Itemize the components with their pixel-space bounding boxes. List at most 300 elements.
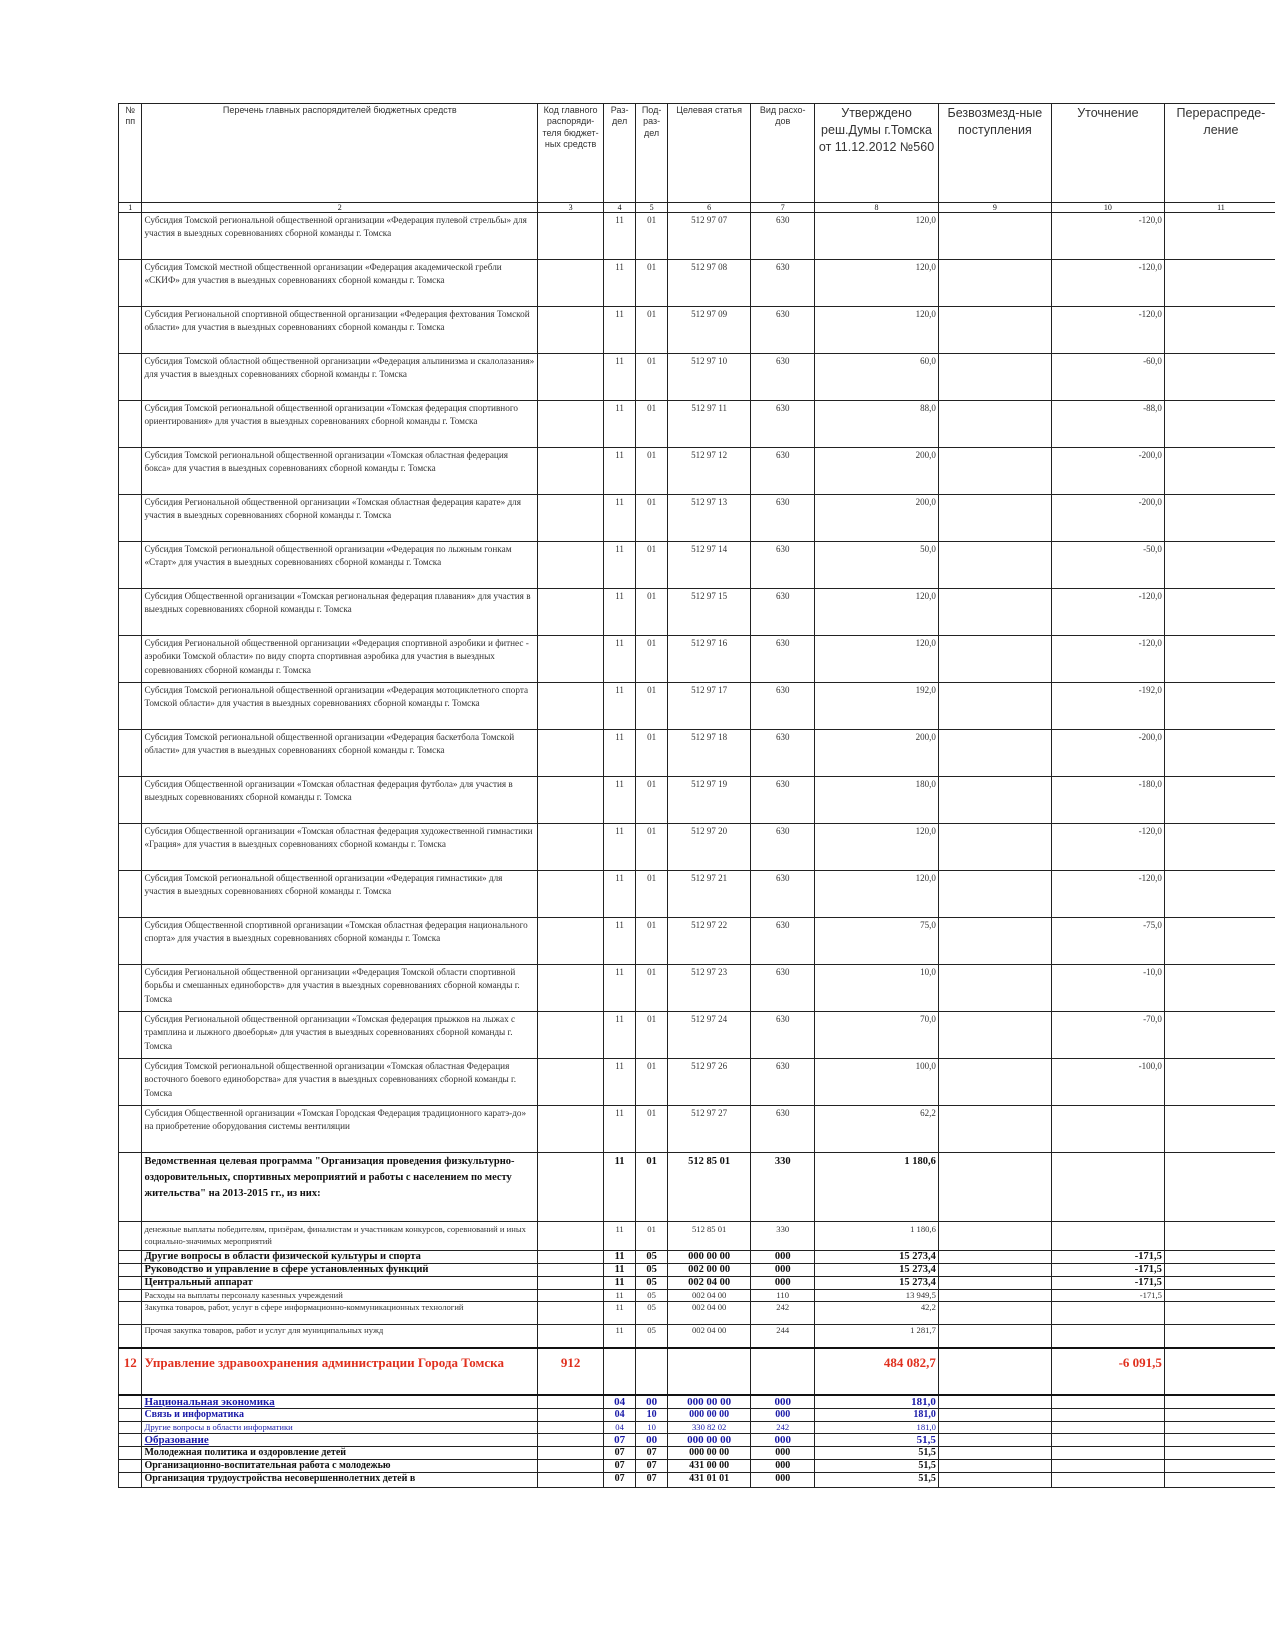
row-vid: 630 bbox=[751, 730, 815, 777]
row-grants bbox=[938, 260, 1051, 307]
row-code bbox=[538, 1153, 604, 1222]
header-vid: Вид расхо-дов bbox=[751, 104, 815, 203]
row-clarification: -120,0 bbox=[1051, 589, 1164, 636]
row-code bbox=[538, 636, 604, 683]
row-podrazdel: 01 bbox=[636, 777, 668, 824]
row-code bbox=[538, 1277, 604, 1290]
row-num-cell bbox=[119, 1447, 142, 1460]
row-approved: 42,2 bbox=[815, 1302, 939, 1325]
row-name: Субсидия Томской региональной общественной организации «Федерация гимнастики» для участия в выездных соревнованиях сборной команды г. Томска bbox=[142, 871, 538, 918]
row-vid: 630 bbox=[751, 1012, 815, 1059]
col-number: 3 bbox=[538, 203, 604, 213]
row-vid: 242 bbox=[751, 1302, 815, 1325]
row-podrazdel bbox=[636, 1348, 668, 1395]
row-podrazdel: 01 bbox=[636, 730, 668, 777]
col-number: 9 bbox=[938, 203, 1051, 213]
row-approved: 180,0 bbox=[815, 777, 939, 824]
row-name: Субсидия Региональной общественной организации «Федерация Томской области спортивной борьбы и смешанных единоборств» для участия в выездных соревнованиях сборной команды г. Томска bbox=[142, 965, 538, 1012]
row-redistribution bbox=[1164, 1059, 1275, 1106]
row-clarification bbox=[1051, 1460, 1164, 1473]
economy-row bbox=[119, 1395, 1275, 1409]
row-name: Другие вопросы в области информатики bbox=[142, 1422, 538, 1434]
col-number: 4 bbox=[604, 203, 636, 213]
row-clarification: -10,0 bbox=[1051, 965, 1164, 1012]
row-grants bbox=[938, 1277, 1051, 1290]
row-name: Субсидия Общественной организации «Томская региональная федерация плавания» для участия в выездных соревнованиях сборной команды г. Томска bbox=[142, 589, 538, 636]
row-article: 512 97 12 bbox=[668, 448, 751, 495]
row-grants bbox=[938, 1447, 1051, 1460]
header-clarification: Уточнение bbox=[1051, 104, 1164, 203]
row-podrazdel: 01 bbox=[636, 636, 668, 683]
row-name: Субсидия Общественной организации «Томская областная федерация футбола» для участия в выездных соревнованиях сборной команды г. Томска bbox=[142, 777, 538, 824]
row-razdel: 07 bbox=[604, 1434, 636, 1447]
row-vid: 630 bbox=[751, 918, 815, 965]
row-grants bbox=[938, 871, 1051, 918]
row-approved: 181,0 bbox=[815, 1395, 939, 1409]
row-redistribution bbox=[1164, 354, 1275, 401]
subsidy-row bbox=[119, 589, 1275, 636]
row-code bbox=[538, 1460, 604, 1473]
row-clarification bbox=[1051, 1422, 1164, 1434]
row-num-cell bbox=[119, 354, 142, 401]
row-article: 512 97 16 bbox=[668, 636, 751, 683]
row-podrazdel: 01 bbox=[636, 1106, 668, 1153]
row-razdel: 11 bbox=[604, 777, 636, 824]
row-name: Субсидия Региональной общественной организации «Томская областная федерация карате» для участия в выездных соревнованиях сборной команды г. Томска bbox=[142, 495, 538, 542]
row-article: 512 97 23 bbox=[668, 965, 751, 1012]
row-vid: 330 bbox=[751, 1153, 815, 1222]
col-number: 2 bbox=[142, 203, 538, 213]
row-clarification: -60,0 bbox=[1051, 354, 1164, 401]
row-vid: 630 bbox=[751, 965, 815, 1012]
row-article: 512 97 18 bbox=[668, 730, 751, 777]
row-article: 512 97 20 bbox=[668, 824, 751, 871]
row-clarification: -120,0 bbox=[1051, 871, 1164, 918]
subsidy-row bbox=[119, 495, 1275, 542]
row-approved: 200,0 bbox=[815, 730, 939, 777]
row-name: Субсидия Томской региональной общественной организации «Томская федерация спортивного ориентирования» для участия в выездных соревнованиях сборной команды г. Томска bbox=[142, 401, 538, 448]
row-podrazdel: 00 bbox=[636, 1434, 668, 1447]
row-podrazdel: 01 bbox=[636, 448, 668, 495]
subsidy-row bbox=[119, 354, 1275, 401]
row-name: денежные выплаты победителям, призёрам, финалистам и участникам конкурсов, соревнований и иных социально-значимых мероприятий bbox=[142, 1222, 538, 1251]
row-podrazdel: 05 bbox=[636, 1325, 668, 1349]
row-redistribution bbox=[1164, 777, 1275, 824]
row-vid: 330 bbox=[751, 1222, 815, 1251]
row-vid: 630 bbox=[751, 260, 815, 307]
row-grants bbox=[938, 1222, 1051, 1251]
row-code bbox=[538, 307, 604, 354]
header-code: Код главного распоряди-теля бюджет-ных средств bbox=[538, 104, 604, 203]
row-name: Руководство и управление в сфере установленных функций bbox=[142, 1264, 538, 1277]
row-num-cell bbox=[119, 1222, 142, 1251]
row-name: Субсидия Томской региональной общественной организации «Томская областная федерация бокса» для участия в выездных соревнованиях сборной команды г. Томска bbox=[142, 448, 538, 495]
apparatus-item-row bbox=[119, 1302, 1275, 1325]
row-clarification: -180,0 bbox=[1051, 777, 1164, 824]
row-clarification: -171,5 bbox=[1051, 1277, 1164, 1290]
row-num-cell bbox=[119, 730, 142, 777]
row-grants bbox=[938, 1012, 1051, 1059]
row-article: 512 97 26 bbox=[668, 1059, 751, 1106]
row-code bbox=[538, 965, 604, 1012]
youth-row bbox=[119, 1447, 1275, 1460]
row-article: 431 01 01 bbox=[668, 1473, 751, 1488]
row-razdel: 11 bbox=[604, 871, 636, 918]
row-approved: 192,0 bbox=[815, 683, 939, 730]
row-grants bbox=[938, 1325, 1051, 1349]
row-podrazdel: 07 bbox=[636, 1460, 668, 1473]
row-redistribution bbox=[1164, 1447, 1275, 1460]
row-redistribution bbox=[1164, 260, 1275, 307]
row-grants bbox=[938, 683, 1051, 730]
row-approved: 13 949,5 bbox=[815, 1290, 939, 1302]
row-grants bbox=[938, 1422, 1051, 1434]
row-podrazdel: 05 bbox=[636, 1290, 668, 1302]
row-name: Прочая закупка товаров, работ и услуг для муниципальных нужд bbox=[142, 1325, 538, 1349]
row-code bbox=[538, 1264, 604, 1277]
row-redistribution bbox=[1164, 730, 1275, 777]
subsidy-row bbox=[119, 448, 1275, 495]
row-podrazdel: 01 bbox=[636, 260, 668, 307]
row-approved: 15 273,4 bbox=[815, 1264, 939, 1277]
row-clarification: -88,0 bbox=[1051, 401, 1164, 448]
row-num-cell bbox=[119, 1106, 142, 1153]
row-approved: 200,0 bbox=[815, 495, 939, 542]
row-name: Субсидия Томской региональной общественной организации «Федерация по лыжным гонкам «Старт» для участия в выездных соревнованиях сборной команды г. Томска bbox=[142, 542, 538, 589]
row-clarification: -171,5 bbox=[1051, 1290, 1164, 1302]
subsidy-row bbox=[119, 213, 1275, 260]
row-name: Субсидия Томской региональной общественной организации «Федерация баскетбола Томской области» для участия в выездных соревнованиях сборной команды г. Томска bbox=[142, 730, 538, 777]
row-article: 000 00 00 bbox=[668, 1395, 751, 1409]
row-num-cell bbox=[119, 401, 142, 448]
row-num-cell bbox=[119, 636, 142, 683]
row-article: 512 85 01 bbox=[668, 1222, 751, 1251]
row-code bbox=[538, 1473, 604, 1488]
row-approved: 120,0 bbox=[815, 871, 939, 918]
dept-number: 12 bbox=[119, 1348, 142, 1395]
row-podrazdel: 01 bbox=[636, 213, 668, 260]
row-vid: 000 bbox=[751, 1395, 815, 1409]
apparatus-item-row bbox=[119, 1290, 1275, 1302]
row-approved: 70,0 bbox=[815, 1012, 939, 1059]
row-redistribution bbox=[1164, 824, 1275, 871]
row-redistribution bbox=[1164, 589, 1275, 636]
subsidy-row bbox=[119, 965, 1275, 1012]
row-redistribution bbox=[1164, 307, 1275, 354]
row-num-cell bbox=[119, 542, 142, 589]
row-razdel: 11 bbox=[604, 1251, 636, 1264]
row-approved: 120,0 bbox=[815, 636, 939, 683]
row-clarification: -120,0 bbox=[1051, 636, 1164, 683]
row-razdel: 11 bbox=[604, 683, 636, 730]
row-approved: 15 273,4 bbox=[815, 1251, 939, 1264]
row-name: Субсидия Общественной спортивной организации «Томская областная федерация национального спорта» для участия в выездных соревнованиях сборной команды г. Томска bbox=[142, 918, 538, 965]
row-num-cell bbox=[119, 1473, 142, 1488]
row-code bbox=[538, 448, 604, 495]
subsidy-row bbox=[119, 871, 1275, 918]
subsidy-row bbox=[119, 401, 1275, 448]
row-vid: 000 bbox=[751, 1264, 815, 1277]
subsidy-row bbox=[119, 542, 1275, 589]
row-clarification bbox=[1051, 1222, 1164, 1251]
row-code bbox=[538, 1290, 604, 1302]
row-num-cell bbox=[119, 1012, 142, 1059]
header-podrazdel: Под-раз-дел bbox=[636, 104, 668, 203]
row-code bbox=[538, 354, 604, 401]
row-clarification bbox=[1051, 1434, 1164, 1447]
row-num-cell bbox=[119, 871, 142, 918]
row-podrazdel: 10 bbox=[636, 1409, 668, 1422]
row-vid: 000 bbox=[751, 1447, 815, 1460]
row-podrazdel: 01 bbox=[636, 918, 668, 965]
row-podrazdel: 01 bbox=[636, 871, 668, 918]
row-approved: 120,0 bbox=[815, 589, 939, 636]
row-razdel: 07 bbox=[604, 1473, 636, 1488]
row-num-cell bbox=[119, 683, 142, 730]
row-name: Субсидия Томской региональной общественной организации «Федерация мотоциклетного спорта Томской области» для участия в выездных соревнованиях сборной команды г. Томска bbox=[142, 683, 538, 730]
row-code bbox=[538, 1395, 604, 1409]
row-grants bbox=[938, 965, 1051, 1012]
program-row bbox=[119, 1153, 1275, 1222]
subsidy-row bbox=[119, 683, 1275, 730]
row-article: 512 97 19 bbox=[668, 777, 751, 824]
comms-other-row bbox=[119, 1422, 1275, 1434]
row-approved: 120,0 bbox=[815, 260, 939, 307]
row-article: 000 00 00 bbox=[668, 1409, 751, 1422]
row-redistribution bbox=[1164, 1302, 1275, 1325]
row-grants bbox=[938, 1460, 1051, 1473]
row-name: Закупка товаров, работ, услуг в сфере информационно-коммуникационных технологий bbox=[142, 1302, 538, 1325]
row-podrazdel: 00 bbox=[636, 1395, 668, 1409]
row-podrazdel: 05 bbox=[636, 1251, 668, 1264]
row-clarification: -200,0 bbox=[1051, 495, 1164, 542]
row-approved: 15 273,4 bbox=[815, 1277, 939, 1290]
row-grants bbox=[938, 1059, 1051, 1106]
row-code bbox=[538, 1325, 604, 1349]
row-code bbox=[538, 1012, 604, 1059]
row-grants bbox=[938, 1153, 1051, 1222]
col-number: 10 bbox=[1051, 203, 1164, 213]
row-razdel: 04 bbox=[604, 1395, 636, 1409]
row-num-cell bbox=[119, 213, 142, 260]
row-name: Субсидия Региональной спортивной общественной организации «Федерация фехтования Томской области» для участия в выездных соревнованиях сборной команды г. Томска bbox=[142, 307, 538, 354]
table-header-row bbox=[119, 104, 1275, 203]
row-approved: 88,0 bbox=[815, 401, 939, 448]
row-approved: 100,0 bbox=[815, 1059, 939, 1106]
row-article: 512 97 11 bbox=[668, 401, 751, 448]
row-podrazdel: 01 bbox=[636, 589, 668, 636]
header-num: № пп bbox=[119, 104, 142, 203]
row-razdel: 11 bbox=[604, 1325, 636, 1349]
row-razdel: 11 bbox=[604, 213, 636, 260]
row-redistribution bbox=[1164, 918, 1275, 965]
row-redistribution bbox=[1164, 1153, 1275, 1222]
row-grants bbox=[938, 401, 1051, 448]
row-vid: 630 bbox=[751, 495, 815, 542]
row-code bbox=[538, 1106, 604, 1153]
row-clarification bbox=[1051, 1409, 1164, 1422]
row-clarification: -120,0 bbox=[1051, 824, 1164, 871]
row-vid: 000 bbox=[751, 1473, 815, 1488]
row-num-cell bbox=[119, 777, 142, 824]
row-razdel: 11 bbox=[604, 1106, 636, 1153]
row-redistribution bbox=[1164, 1264, 1275, 1277]
subsidy-row bbox=[119, 1106, 1275, 1153]
row-vid: 000 bbox=[751, 1251, 815, 1264]
row-name: Ведомственная целевая программа "Организация проведения физкультурно-оздоровительных, спортивных мероприятий и работы с населением по месту жительства" на 2013-2015 гг., из них: bbox=[142, 1153, 538, 1222]
row-name: Субсидия Томской областной общественной организации «Федерация альпинизма и скалолазания» для участия в выездных соревнованиях сборной команды г. Томска bbox=[142, 354, 538, 401]
row-approved: 200,0 bbox=[815, 448, 939, 495]
col-number: 11 bbox=[1164, 203, 1275, 213]
row-num-cell bbox=[119, 260, 142, 307]
row-grants bbox=[938, 1348, 1051, 1395]
row-razdel: 11 bbox=[604, 730, 636, 777]
row-code bbox=[538, 1059, 604, 1106]
row-article: 512 97 09 bbox=[668, 307, 751, 354]
row-redistribution bbox=[1164, 1473, 1275, 1488]
row-podrazdel: 01 bbox=[636, 1012, 668, 1059]
row-clarification: -100,0 bbox=[1051, 1059, 1164, 1106]
row-clarification bbox=[1051, 1447, 1164, 1460]
row-num-cell bbox=[119, 589, 142, 636]
summary-rows bbox=[119, 1153, 1275, 1488]
row-razdel: 11 bbox=[604, 448, 636, 495]
row-num-cell bbox=[119, 1153, 142, 1222]
row-article: 000 00 00 bbox=[668, 1251, 751, 1264]
row-name: Центральный аппарат bbox=[142, 1277, 538, 1290]
row-clarification bbox=[1051, 1395, 1164, 1409]
row-razdel: 07 bbox=[604, 1460, 636, 1473]
row-grants bbox=[938, 1473, 1051, 1488]
row-redistribution bbox=[1164, 1012, 1275, 1059]
row-code bbox=[538, 1409, 604, 1422]
row-name: Субсидия Томской региональной общественной организации «Федерация пулевой стрельбы» для участия в выездных соревнованиях сборной команды г. Томска bbox=[142, 213, 538, 260]
row-redistribution bbox=[1164, 1348, 1275, 1395]
row-num-cell bbox=[119, 307, 142, 354]
row-razdel: 11 bbox=[604, 260, 636, 307]
row-clarification: -200,0 bbox=[1051, 448, 1164, 495]
dept-code: 912 bbox=[538, 1348, 604, 1395]
row-article: 512 97 14 bbox=[668, 542, 751, 589]
row-podrazdel: 05 bbox=[636, 1302, 668, 1325]
row-num-cell bbox=[119, 824, 142, 871]
row-vid: 630 bbox=[751, 1106, 815, 1153]
row-redistribution bbox=[1164, 683, 1275, 730]
row-redistribution bbox=[1164, 1106, 1275, 1153]
subsidy-row bbox=[119, 636, 1275, 683]
row-article: 431 00 00 bbox=[668, 1460, 751, 1473]
row-grants bbox=[938, 1290, 1051, 1302]
row-code bbox=[538, 777, 604, 824]
row-redistribution bbox=[1164, 448, 1275, 495]
row-razdel bbox=[604, 1348, 636, 1395]
row-vid: 630 bbox=[751, 354, 815, 401]
col-number: 5 bbox=[636, 203, 668, 213]
row-article: 512 97 13 bbox=[668, 495, 751, 542]
row-num-cell bbox=[119, 1325, 142, 1349]
other-sport-row bbox=[119, 1251, 1275, 1264]
row-razdel: 11 bbox=[604, 1012, 636, 1059]
row-redistribution bbox=[1164, 1325, 1275, 1349]
row-name: Субсидия Томской местной общественной организации «Федерация академической гребли «СКИФ» для участия в выездных соревнованиях сборной команды г. Томска bbox=[142, 260, 538, 307]
row-article: 512 97 24 bbox=[668, 1012, 751, 1059]
row-razdel: 11 bbox=[604, 495, 636, 542]
row-name: Субсидия Общественной организации «Томская Городская Федерация традиционного каратэ-до» на приобретение оборудования системы вентиляции bbox=[142, 1106, 538, 1153]
row-razdel: 11 bbox=[604, 918, 636, 965]
row-code bbox=[538, 918, 604, 965]
row-approved: 120,0 bbox=[815, 307, 939, 354]
dept-name: Управление здравоохранения администрации Города Томска bbox=[142, 1348, 538, 1395]
row-clarification: -50,0 bbox=[1051, 542, 1164, 589]
header-grants: Безвозмезд-ные поступления bbox=[938, 104, 1051, 203]
row-article: 512 97 27 bbox=[668, 1106, 751, 1153]
row-grants bbox=[938, 307, 1051, 354]
row-name: Организационно-воспитательная работа с молодежью bbox=[142, 1460, 538, 1473]
row-podrazdel: 01 bbox=[636, 354, 668, 401]
row-grants bbox=[938, 542, 1051, 589]
row-redistribution bbox=[1164, 542, 1275, 589]
header-razdel: Раз-дел bbox=[604, 104, 636, 203]
row-grants bbox=[938, 918, 1051, 965]
row-razdel: 11 bbox=[604, 1153, 636, 1222]
row-redistribution bbox=[1164, 1251, 1275, 1264]
row-redistribution bbox=[1164, 401, 1275, 448]
row-podrazdel: 01 bbox=[636, 1222, 668, 1251]
row-razdel: 11 bbox=[604, 965, 636, 1012]
row-vid: 630 bbox=[751, 307, 815, 354]
row-article: 512 85 01 bbox=[668, 1153, 751, 1222]
row-article: 512 97 22 bbox=[668, 918, 751, 965]
row-razdel: 11 bbox=[604, 1290, 636, 1302]
row-approved: 50,0 bbox=[815, 542, 939, 589]
row-clarification: -192,0 bbox=[1051, 683, 1164, 730]
row-vid: 244 bbox=[751, 1325, 815, 1349]
row-code bbox=[538, 871, 604, 918]
row-vid: 630 bbox=[751, 1059, 815, 1106]
row-article: 512 97 15 bbox=[668, 589, 751, 636]
row-grants bbox=[938, 777, 1051, 824]
row-article: 000 00 00 bbox=[668, 1447, 751, 1460]
row-code bbox=[538, 1251, 604, 1264]
row-article: 512 97 17 bbox=[668, 683, 751, 730]
subsidy-row bbox=[119, 1059, 1275, 1106]
row-vid bbox=[751, 1348, 815, 1395]
row-grants bbox=[938, 1264, 1051, 1277]
row-grants bbox=[938, 448, 1051, 495]
youth-work-row bbox=[119, 1460, 1275, 1473]
row-num-cell bbox=[119, 1434, 142, 1447]
row-clarification: -70,0 bbox=[1051, 1012, 1164, 1059]
row-razdel: 11 bbox=[604, 824, 636, 871]
row-code bbox=[538, 1447, 604, 1460]
row-razdel: 11 bbox=[604, 1222, 636, 1251]
header-article: Целевая статья bbox=[668, 104, 751, 203]
row-grants bbox=[938, 213, 1051, 260]
row-razdel: 11 bbox=[604, 542, 636, 589]
header-redistribution: Перераспреде-ление bbox=[1164, 104, 1275, 203]
subsidy-row bbox=[119, 918, 1275, 965]
row-podrazdel: 01 bbox=[636, 542, 668, 589]
row-name: Молодежная политика и оздоровление детей bbox=[142, 1447, 538, 1460]
col-number: 1 bbox=[119, 203, 142, 213]
row-article: 512 97 07 bbox=[668, 213, 751, 260]
row-num-cell bbox=[119, 918, 142, 965]
subsidy-row bbox=[119, 730, 1275, 777]
row-clarification: -171,5 bbox=[1051, 1264, 1164, 1277]
row-redistribution bbox=[1164, 1277, 1275, 1290]
management-row bbox=[119, 1264, 1275, 1277]
row-razdel: 11 bbox=[604, 1059, 636, 1106]
